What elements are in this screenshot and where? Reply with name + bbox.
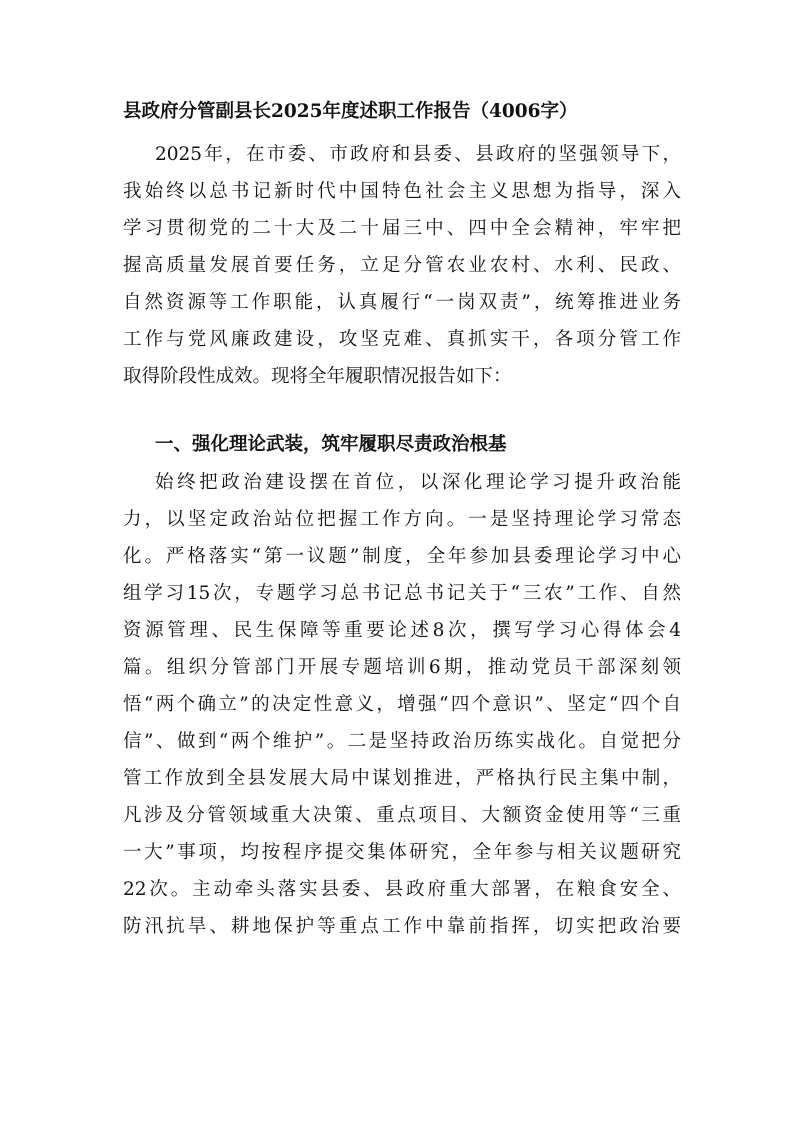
section-line: 防汛抗旱、耕地保护等重点工作中靠前指挥，切实把政治要 (123, 916, 681, 937)
section-line: 化。严格落实“第一议题”制度，全年参加县委理论学习中心 (123, 546, 681, 567)
section-line: 悟“两个确立”的决定性意义，增强“四个意识”、坚定“四个自 (123, 694, 681, 715)
intro-line: 握高质量发展首要任务，立足分管农业农村、水利、民政、 (123, 255, 681, 276)
intro-line: 我始终以总书记新时代中国特色社会主义思想为指导，深入 (123, 181, 681, 202)
section-line: 管工作放到全县发展大局中谋划推进，严格执行民主集中制， (123, 768, 681, 789)
section-line: 一大”事项，均按程序提交集体研究，全年参与相关议题研究 (123, 842, 681, 863)
section-line: 组学习15次，专题学习总书记总书记关于“三农”工作、自然 (123, 583, 681, 604)
intro-line: 学习贯彻党的二十大及二十届三中、四中全会精神，牢牢把 (123, 218, 681, 239)
section-line: 始终把政治建设摆在首位，以深化理论学习提升政治能 (155, 472, 681, 493)
section-line: 22次。主动牵头落实县委、县政府重大部署，在粮食安全、 (123, 879, 681, 900)
intro-line: 自然资源等工作职能，认真履行“一岗双责”，统筹推进业务 (123, 292, 681, 313)
section-heading: 一、强化理论武装，筑牢履职尽责政治根基 (155, 434, 507, 455)
document-title: 县政府分管副县长2025年度述职工作报告（4006字） (123, 101, 578, 122)
intro-line: 工作与党风廉政建设，攻坚克难、真抓实干，各项分管工作 (123, 329, 681, 350)
section-line: 信”、做到“两个维护”。二是坚持政治历练实战化。自觉把分 (123, 731, 681, 752)
intro-line: 2025年，在市委、市政府和县委、县政府的坚强领导下， (155, 144, 681, 165)
section-line: 力，以坚定政治站位把握工作方向。一是坚持理论学习常态 (123, 509, 681, 530)
section-line: 资源管理、民生保障等重要论述8次，撰写学习心得体会4 (123, 620, 681, 641)
section-line: 篇。组织分管部门开展专题培训6期，推动党员干部深刻领 (123, 657, 681, 678)
section-line: 凡涉及分管领域重大决策、重点项目、大额资金使用等“三重 (123, 805, 681, 826)
intro-line: 取得阶段性成效。现将全年履职情况报告如下： (123, 366, 512, 387)
